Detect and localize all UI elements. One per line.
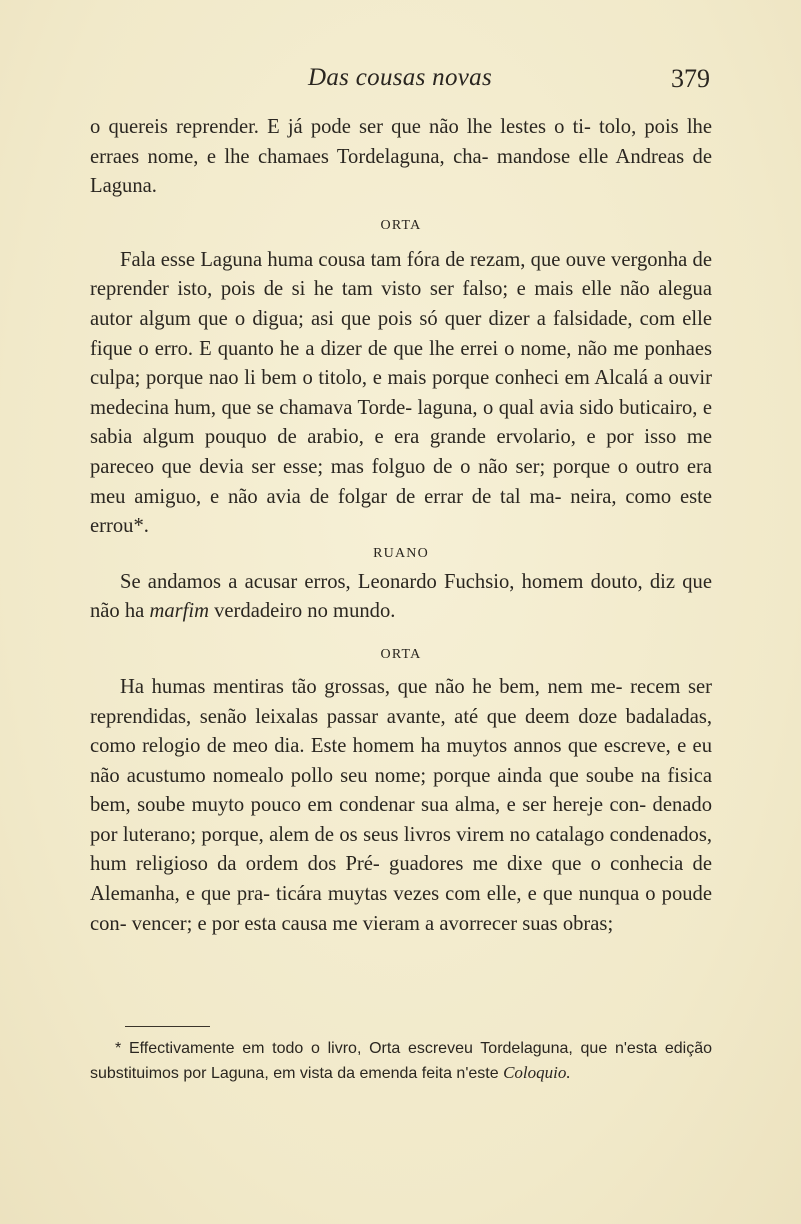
footnote-rule: [125, 1026, 210, 1027]
footnote-italic: Coloquio.: [503, 1063, 571, 1082]
paragraph-orta-second: Ha humas mentiras tão grossas, que não he bem, nem me- recem ser reprendidas, senão leixalas passar avante, até que deem doze badaladas, como relogio de meo dia. Este homem ha muytos annos que escreve, e eu não acustumo nomealo pollo seu nome; porque ainda que soube na fisica bem, soube muyto pouco em condenar sua alma, e ser hereje con- denado por luterano; porque, alem de os seus livros virem no catalago condenados, hum religioso da ordem dos Pré- guadores me dixe que o conhecia de Alemanha, e que pra- ticára muytas vezes com elle, e que nunqua o poude con- vencer; e por esta causa me vieram a avorrecer suas obras;: [90, 675, 712, 935]
paragraph-continuation: o quereis reprender. E já pode ser que não lhe lestes o ti- tolo, pois lhe erraes nome, e lhe chamaes Tordelaguna, cha- mandose elle Andreas de Laguna.: [90, 116, 712, 198]
main-text: [90, 113, 712, 939]
italic-term: marfim: [149, 600, 209, 623]
footnote-text: * Effectivamente em todo o livro, Orta escreveu Tordelaguna, que n'esta edição substituimos por Laguna, em vista da emenda feita n'este: [90, 1040, 712, 1082]
ruano-text-start: Se andamos a acusar erros, Leonardo Fuchsio, homem douto, diz que não ha: [90, 570, 712, 623]
running-title: Das cousas novas: [308, 64, 492, 91]
page-number: 379: [671, 64, 710, 93]
speaker-heading-orta: ORTA: [380, 217, 422, 233]
speaker-heading-ruano: RUANO: [373, 545, 429, 561]
speaker-heading-orta-2: ORTA: [380, 646, 422, 662]
ruano-text-end: verdadeiro no mundo.: [208, 600, 396, 623]
running-head: [90, 64, 710, 100]
paragraph-ruano: [90, 568, 712, 627]
paragraph-orta-reply: Fala esse Laguna huma cousa tam fóra de rezam, que ouve vergonha de reprender isto, pois de si he tam visto ser falso; e mais elle não alegua autor algum que o digua; asi que pois só quer dizer a falsidade, com elle fique o erro. E quanto he a dizer de que lhe errei o nome, não me ponhaes culpa; porque nao li bem o titolo, e mais porque conheci em Alcalá a ouvir medecina hum, que se chamava Torde- laguna, o qual avia sido buticairo, e sabia algum pouquo de arabio, e era grande ervolario, e por isso me pareceo que devia ser esse; mas folguo de o não ser; porque o outro era meu amiguo, e não avia de folgar de errar de tal ma- neira, como este errou*.: [90, 248, 712, 538]
footnote: [90, 1037, 712, 1086]
